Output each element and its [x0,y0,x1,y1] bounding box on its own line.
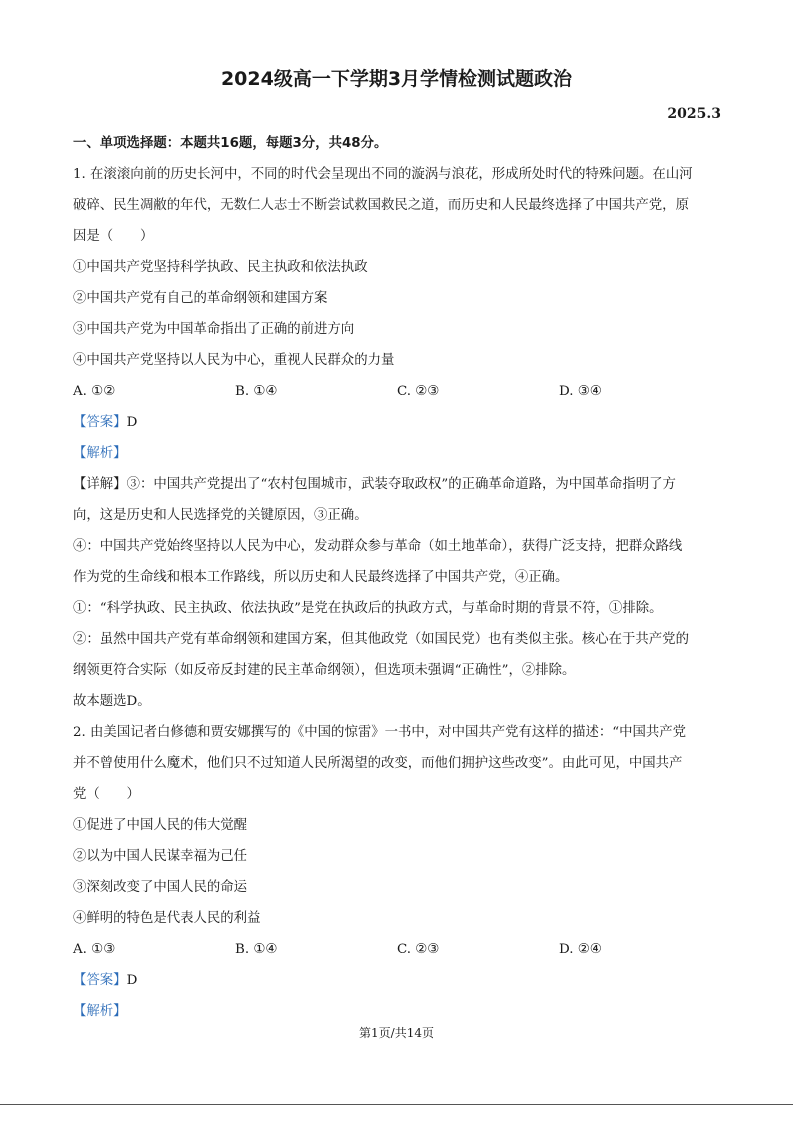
answer-value: D [126,415,138,430]
detail-line: 故本题选D。 [73,694,151,709]
answer-options [73,934,723,965]
question-stem-line: 1. 在滚滚向前的历史长河中，不同的时代会呈现出不同的漩涡与浪花，形成所处时代的特殊问题。在山河 [73,167,693,182]
answer-value: D [126,973,138,988]
detail-tag: 【详解】 [73,477,127,492]
option-c: C. ②③ [397,384,440,399]
answer-line [73,965,723,996]
statement-item: ①促进了中国人民的伟大觉醒 [73,818,248,833]
statement-item: ④鲜明的特色是代表人民的利益 [73,911,261,926]
detail-line: 作为党的生命线和根本工作路线，所以历史和人民最终选择了中国共产党，④正确。 [73,570,569,585]
question-stem-line: 2. 由美国记者白修德和贾安娜撰写的《中国的惊雷》一书中，对中国共产党有这样的描述：“中国共产党 [73,725,687,740]
detail-line: ④：中国共产党始终坚持以人民为中心，发动群众参与革命（如土地革命），获得广泛支持，把群众路线 [73,539,683,554]
page-title: 2024级高一下学期3月学情检测试题政治 [220,68,573,90]
option-d: D. ③④ [559,384,602,399]
document-body [73,128,723,1027]
detail-line [73,469,723,500]
analysis-line [73,996,723,1027]
option-b: B. ①④ [235,942,278,957]
detail-line: 向，这是历史和人民选择党的关键原因，③正确。 [73,508,368,523]
question-2 [73,717,723,1027]
statement-item: ①中国共产党坚持科学执政、民主执政和依法执政 [73,260,368,275]
option-c: C. ②③ [397,942,440,957]
statement-item: ④中国共产党坚持以人民为中心，重视人民群众的力量 [73,353,395,368]
analysis-tag: 【解析】 [73,446,127,461]
option-d: D. ②④ [559,942,602,957]
question-stem-line: 破碎、民生凋敝的年代，无数仁人志士不断尝试救国救民之道，而历史和人民最终选择了中国共产党，原 [73,198,689,213]
bottom-divider [0,1104,793,1105]
section-heading: 一、单项选择题：本题共16题，每题3分，共48分。 [73,136,388,151]
question-stem-line: 党（ ） [73,787,140,802]
detail-line: ②：虽然中国共产党有革命纲领和建国方案，但其他政党（如国民党）也有类似主张。核心在于共产党的 [73,632,689,647]
option-a: A. ①② [73,384,116,399]
option-a: A. ①③ [73,942,116,957]
question-1 [73,159,723,717]
page-footer: 第1页/共14页 [359,1026,434,1040]
answer-options [73,376,723,407]
detail-text: ③：中国共产党提出了“农村包围城市，武装夺取政权”的正确革命道路，为中国革命指明了方 [126,477,676,492]
option-b: B. ①④ [235,384,278,399]
statement-item: ②以为中国人民谋幸福为己任 [73,849,248,864]
question-stem-line: 因是（ ） [73,229,154,244]
exam-date: 2025.3 [667,106,721,122]
detail-line: 纲领更符合实际（如反帝反封建的民主革命纲领），但选项未强调“正确性”，②排除。 [73,663,576,678]
answer-line [73,407,723,438]
statement-item: ②中国共产党有自己的革命纲领和建国方案 [73,291,328,306]
answer-tag: 【答案】 [73,415,127,430]
analysis-line [73,438,723,469]
analysis-tag: 【解析】 [73,1004,127,1019]
question-stem-line: 并不曾使用什么魔术，他们只不过知道人民所渴望的改变，而他们拥护这些改变”。由此可见，中国共产 [73,756,683,771]
answer-tag: 【答案】 [73,973,127,988]
detail-line: ①：“科学执政、民主执政、依法执政”是党在执政后的执政方式，与革命时期的背景不符，①排除。 [73,601,663,616]
statement-item: ③深刻改变了中国人民的命运 [73,880,248,895]
statement-item: ③中国共产党为中国革命指出了正确的前进方向 [73,322,355,337]
